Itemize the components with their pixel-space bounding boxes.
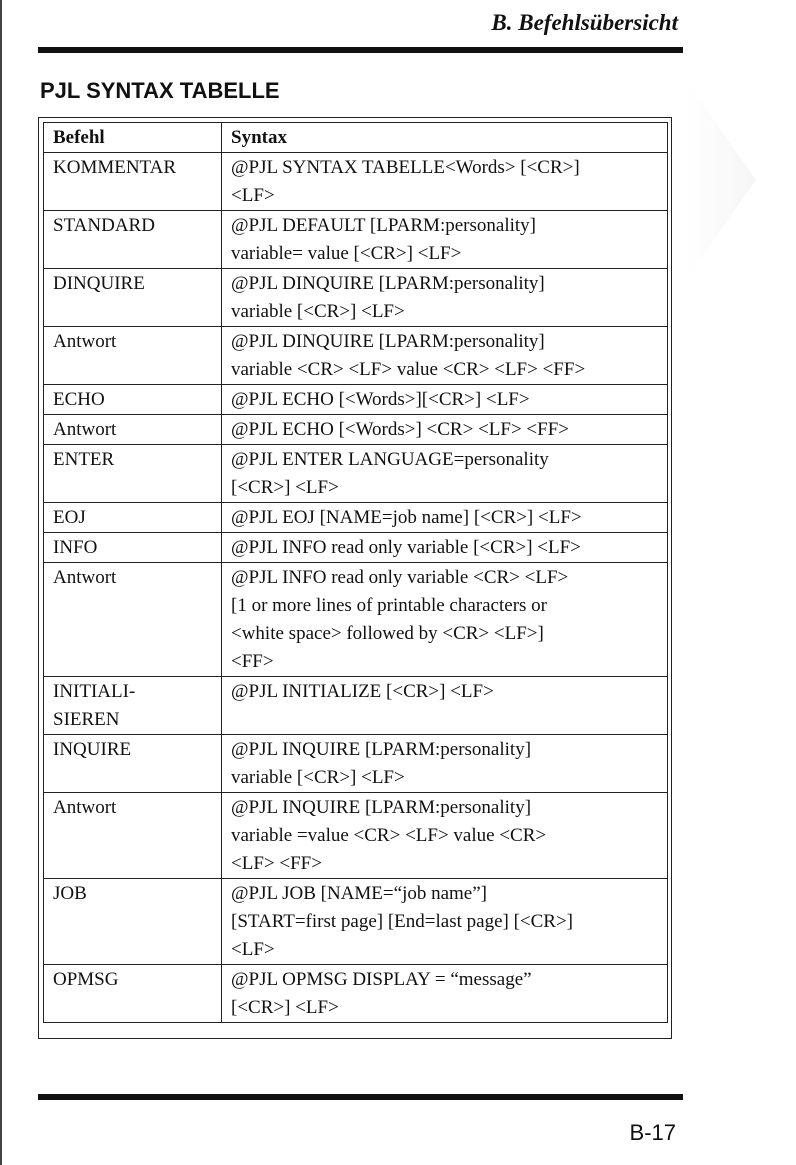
table-row <box>44 269 668 327</box>
syntax-cell: @PJL DINQUIRE [LPARM:personality] variable <CR> <LF> value <CR> <LF> <FF> <box>222 327 668 385</box>
syntax-cell: @PJL ENTER LANGUAGE=personality [<CR>] <LF> <box>222 445 668 503</box>
page-left-edge <box>0 0 2 1165</box>
table-row <box>44 879 668 965</box>
table-body <box>44 153 668 1023</box>
command-cell: JOB <box>44 879 222 965</box>
table-header-row <box>44 123 668 153</box>
table-row <box>44 677 668 735</box>
command-cell: Antwort <box>44 793 222 879</box>
syntax-cell: @PJL INFO read only variable <CR> <LF> [1 or more lines of printable characters or <white space> followed by <CR> <LF>] <FF> <box>222 563 668 677</box>
footer-rule <box>38 1094 683 1100</box>
running-header-title: B. Befehlsübersicht <box>491 10 678 35</box>
command-cell: DINQUIRE <box>44 269 222 327</box>
table-row <box>44 735 668 793</box>
command-cell: INQUIRE <box>44 735 222 793</box>
table-row <box>44 965 668 1023</box>
section-heading: PJL SYNTAX TABELLE <box>40 78 280 103</box>
pjl-syntax-table <box>43 122 668 1023</box>
command-cell: Antwort <box>44 327 222 385</box>
table-row <box>44 385 668 415</box>
syntax-cell: @PJL SYNTAX TABELLE<Words> [<CR>] <LF> <box>222 153 668 211</box>
table-row <box>44 327 668 385</box>
table-row <box>44 415 668 445</box>
syntax-cell: @PJL INITIALIZE [<CR>] <LF> <box>222 677 668 735</box>
syntax-cell: @PJL INQUIRE [LPARM:personality] variable [<CR>] <LF> <box>222 735 668 793</box>
command-cell: Antwort <box>44 415 222 445</box>
page-shadow <box>686 80 756 280</box>
command-cell: STANDARD <box>44 211 222 269</box>
syntax-cell: @PJL ECHO [<Words>] <CR> <LF> <FF> <box>222 415 668 445</box>
header-rule <box>38 47 683 53</box>
syntax-cell: @PJL DEFAULT [LPARM:personality] variable= value [<CR>] <LF> <box>222 211 668 269</box>
table-row <box>44 533 668 563</box>
command-cell: EOJ <box>44 503 222 533</box>
column-header-command: Befehl <box>44 123 222 153</box>
command-cell: ENTER <box>44 445 222 503</box>
command-cell: KOMMENTAR <box>44 153 222 211</box>
command-cell: OPMSG <box>44 965 222 1023</box>
table-row <box>44 793 668 879</box>
command-cell: Antwort <box>44 563 222 677</box>
syntax-cell: @PJL DINQUIRE [LPARM:personality] variable [<CR>] <LF> <box>222 269 668 327</box>
column-header-syntax: Syntax <box>222 123 668 153</box>
syntax-cell: @PJL ECHO [<Words>][<CR>] <LF> <box>222 385 668 415</box>
syntax-cell: @PJL JOB [NAME=“job name”] [START=first page] [End=last page] [<CR>] <LF> <box>222 879 668 965</box>
table-row <box>44 153 668 211</box>
syntax-cell: @PJL INFO read only variable [<CR>] <LF> <box>222 533 668 563</box>
command-cell: ECHO <box>44 385 222 415</box>
table-row <box>44 445 668 503</box>
table-row <box>44 503 668 533</box>
table-row <box>44 563 668 677</box>
syntax-cell: @PJL EOJ [NAME=job name] [<CR>] <LF> <box>222 503 668 533</box>
syntax-cell: @PJL OPMSG DISPLAY = “message” [<CR>] <LF> <box>222 965 668 1023</box>
command-cell: INITIALI- SIEREN <box>44 677 222 735</box>
syntax-cell: @PJL INQUIRE [LPARM:personality] variable =value <CR> <LF> value <CR> <LF> <FF> <box>222 793 668 879</box>
command-cell: INFO <box>44 533 222 563</box>
page-number: B-17 <box>629 1120 676 1145</box>
table-row <box>44 211 668 269</box>
